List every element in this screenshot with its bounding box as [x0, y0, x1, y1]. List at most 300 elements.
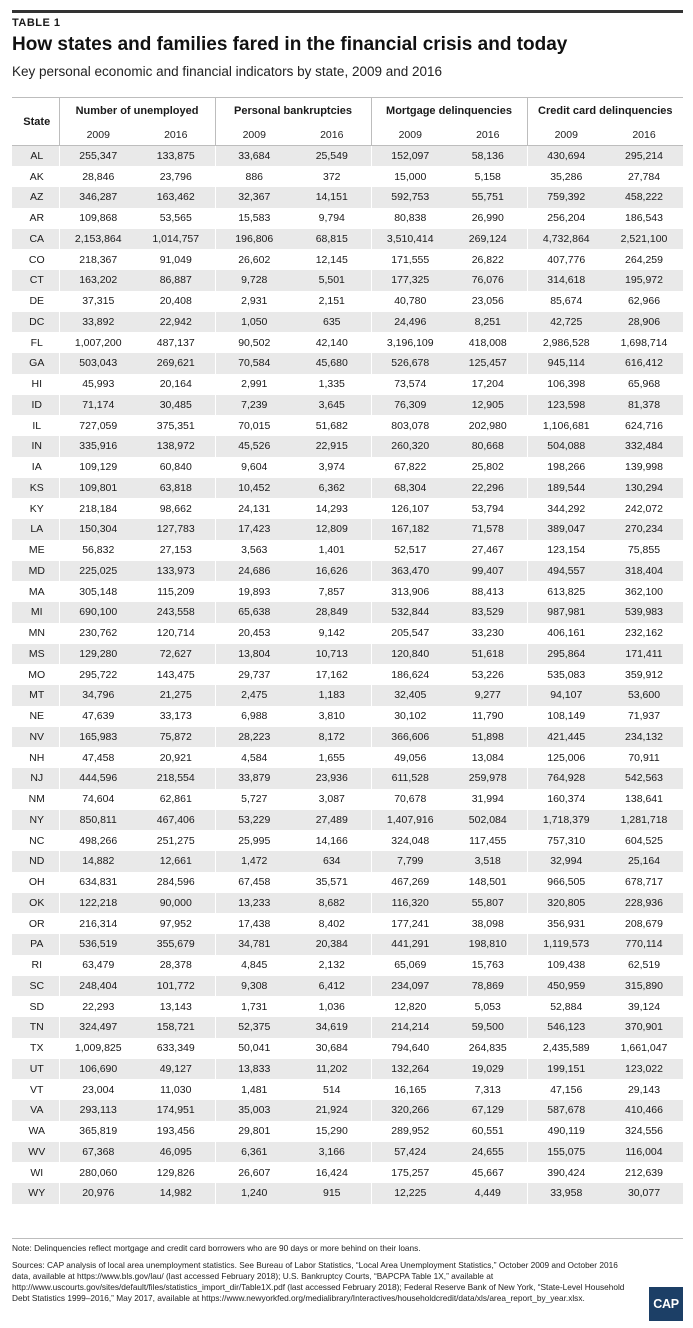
value-cell: 32,367: [215, 187, 293, 208]
table-row: [12, 1059, 683, 1080]
value-cell: 389,047: [527, 519, 605, 540]
value-cell: 199,151: [527, 1059, 605, 1080]
value-cell: 635: [322, 315, 341, 328]
value-cell: 73,574: [371, 374, 449, 395]
table-row: [12, 747, 683, 768]
value-cell: 20,921: [159, 751, 192, 764]
value-cell: 259,978: [468, 772, 507, 785]
value-cell: 375,351: [156, 419, 195, 432]
value-cell: 15,290: [315, 1125, 348, 1138]
value-cell: 19,029: [471, 1062, 504, 1075]
value-cell: 8,402: [318, 917, 345, 930]
value-cell: 45,993: [59, 374, 137, 395]
value-cell: 1,050: [215, 312, 293, 333]
value-cell: 770,114: [625, 938, 663, 951]
value-cell: 467,406: [156, 813, 195, 826]
value-cell: 1,481: [215, 1079, 293, 1100]
value-cell: 27,153: [159, 544, 192, 557]
value-cell: 633,349: [156, 1042, 195, 1055]
value-cell: 10,713: [315, 647, 348, 660]
value-cell: 616,412: [625, 357, 663, 370]
value-cell: 1,401: [318, 544, 345, 557]
value-cell: 8,682: [318, 896, 345, 909]
value-cell: 94,107: [527, 685, 605, 706]
value-cell: 546,123: [527, 1017, 605, 1038]
value-cell: 2,931: [215, 291, 293, 312]
value-cell: 22,942: [159, 315, 192, 328]
footnote: Note: Delinquencies reflect mortgage and credit card borrowers who are 90 days or more behind on their loans.: [12, 1243, 421, 1253]
table-row: [12, 976, 683, 997]
value-cell: 490,119: [527, 1121, 605, 1142]
value-cell: 5,053: [474, 1000, 501, 1013]
value-cell: 6,361: [215, 1142, 293, 1163]
value-cell: 155,075: [527, 1142, 605, 1163]
value-cell: 12,905: [471, 398, 504, 411]
value-cell: 109,801: [59, 478, 137, 499]
table-row: [12, 810, 683, 831]
value-cell: 205,547: [371, 623, 449, 644]
value-cell: 35,003: [215, 1100, 293, 1121]
value-cell: 1,106,681: [527, 415, 605, 436]
value-cell: 372: [322, 170, 341, 183]
state-cell: PA: [30, 938, 44, 951]
value-cell: 59,500: [471, 1021, 504, 1034]
value-cell: 604,525: [625, 834, 663, 847]
value-cell: 9,604: [215, 457, 293, 478]
state-cell: SC: [29, 979, 45, 992]
value-cell: 4,449: [474, 1187, 501, 1200]
value-cell: 46,095: [159, 1145, 192, 1158]
value-cell: 116,320: [371, 893, 449, 914]
value-cell: 65,069: [371, 955, 449, 976]
value-cell: 106,690: [59, 1059, 137, 1080]
value-cell: 177,241: [371, 913, 449, 934]
value-cell: 945,114: [527, 353, 605, 374]
value-cell: 1,007,200: [59, 332, 137, 353]
value-cell: 324,556: [625, 1125, 663, 1138]
value-cell: 234,097: [371, 976, 449, 997]
table-row: [12, 312, 683, 333]
value-cell: 67,458: [215, 872, 293, 893]
value-cell: 23,056: [471, 295, 504, 308]
value-cell: 47,639: [59, 706, 137, 727]
state-cell: ME: [28, 544, 45, 557]
value-cell: 8,172: [318, 730, 345, 743]
value-cell: 1,335: [318, 378, 345, 391]
value-cell: 1,281,718: [620, 813, 668, 826]
value-cell: 11,790: [472, 710, 504, 723]
value-cell: 98,662: [159, 502, 192, 515]
value-cell: 120,840: [371, 644, 449, 665]
value-cell: 29,801: [215, 1121, 293, 1142]
state-cell: NE: [29, 710, 45, 723]
value-cell: 15,583: [215, 208, 293, 229]
table-row: [12, 395, 683, 416]
value-cell: 53,794: [471, 502, 504, 515]
value-cell: 31,994: [471, 793, 504, 806]
value-cell: 305,148: [59, 581, 137, 602]
year-header: 2016: [476, 128, 500, 141]
value-cell: 63,818: [159, 481, 192, 494]
value-cell: 17,423: [215, 519, 293, 540]
value-cell: 487,137: [156, 336, 195, 349]
value-cell: 62,519: [627, 959, 661, 972]
value-cell: 106,398: [527, 374, 605, 395]
table-row: [12, 332, 683, 353]
value-cell: 4,732,864: [527, 229, 605, 250]
value-cell: 6,362: [318, 481, 345, 494]
value-cell: 214,214: [371, 1017, 449, 1038]
value-cell: 295,864: [527, 644, 605, 665]
value-cell: 225,025: [59, 561, 137, 582]
value-cell: 88,413: [471, 585, 504, 598]
value-cell: 295,214: [625, 150, 663, 163]
value-cell: 71,937: [627, 710, 661, 723]
table-row: [12, 1121, 683, 1142]
value-cell: 12,809: [315, 523, 348, 536]
table-row: [12, 561, 683, 582]
data-table: [12, 97, 683, 1204]
value-cell: 690,100: [59, 602, 137, 623]
value-cell: 81,378: [627, 398, 661, 411]
cap-logo: CAP: [649, 1287, 683, 1321]
value-cell: 10,452: [215, 478, 293, 499]
table-row: [12, 1142, 683, 1163]
value-cell: 27,489: [315, 813, 348, 826]
value-cell: 1,183: [318, 689, 345, 702]
state-cell: FL: [30, 336, 43, 349]
table-row: [12, 457, 683, 478]
value-cell: 85,674: [527, 291, 605, 312]
value-cell: 75,872: [159, 730, 192, 743]
value-cell: 80,668: [471, 440, 504, 453]
value-cell: 335,916: [59, 436, 137, 457]
value-cell: 38,098: [471, 917, 504, 930]
value-cell: 12,225: [371, 1183, 449, 1204]
value-cell: 26,602: [215, 249, 293, 270]
table-row: [12, 581, 683, 602]
table-row: [12, 1038, 683, 1059]
value-cell: 966,505: [527, 872, 605, 893]
value-cell: 132,264: [371, 1059, 449, 1080]
value-cell: 109,129: [59, 457, 137, 478]
value-cell: 21,275: [159, 689, 192, 702]
value-cell: 406,161: [527, 623, 605, 644]
state-cell: CT: [29, 274, 44, 287]
value-cell: 526,678: [371, 353, 449, 374]
value-cell: 1,472: [215, 851, 293, 872]
value-cell: 109,868: [59, 208, 137, 229]
table-row: [12, 415, 683, 436]
value-cell: 20,976: [59, 1183, 137, 1204]
value-cell: 794,640: [371, 1038, 449, 1059]
value-cell: 850,811: [59, 810, 137, 831]
value-cell: 418,008: [468, 336, 507, 349]
value-cell: 13,804: [215, 644, 293, 665]
value-cell: 1,661,047: [620, 1042, 668, 1055]
value-cell: 12,661: [159, 855, 192, 868]
state-cell: MD: [28, 564, 45, 577]
value-cell: 9,728: [215, 270, 293, 291]
value-cell: 886: [215, 166, 293, 187]
value-cell: 171,555: [371, 249, 449, 270]
value-cell: 232,162: [625, 627, 663, 640]
state-cell: NH: [29, 751, 45, 764]
value-cell: 255,347: [59, 146, 137, 167]
value-cell: 120,714: [156, 627, 195, 640]
state-cell: DE: [29, 295, 45, 308]
value-cell: 314,618: [527, 270, 605, 291]
value-cell: 3,196,109: [371, 332, 449, 353]
state-cell: NM: [28, 793, 45, 806]
value-cell: 63,479: [59, 955, 137, 976]
value-cell: 20,164: [159, 378, 192, 391]
value-cell: 196,806: [215, 229, 293, 250]
value-cell: 126,107: [371, 498, 449, 519]
value-cell: 502,084: [468, 813, 507, 826]
value-cell: 67,368: [59, 1142, 137, 1163]
value-cell: 101,772: [156, 979, 195, 992]
value-cell: 9,308: [215, 976, 293, 997]
value-cell: 125,006: [527, 747, 605, 768]
year-header: 2009: [215, 124, 293, 146]
table-row: [12, 1100, 683, 1121]
value-cell: 49,056: [371, 747, 449, 768]
state-cell: IL: [32, 419, 42, 432]
value-cell: 14,166: [315, 834, 348, 847]
value-cell: 127,783: [156, 523, 195, 536]
state-cell: VT: [30, 1083, 44, 1096]
value-cell: 4,845: [215, 955, 293, 976]
value-cell: 129,280: [59, 644, 137, 665]
value-cell: 12,820: [371, 996, 449, 1017]
table-row: [12, 623, 683, 644]
value-cell: 56,832: [59, 540, 137, 561]
state-cell: CA: [29, 232, 45, 245]
value-cell: 430,694: [527, 146, 605, 167]
state-cell: IA: [31, 461, 42, 474]
table-row: [12, 478, 683, 499]
value-cell: 264,259: [625, 253, 663, 266]
value-cell: 634,831: [59, 872, 137, 893]
value-cell: 218,554: [156, 772, 195, 785]
state-cell: AK: [29, 170, 44, 183]
value-cell: 30,684: [315, 1042, 348, 1055]
table-row: [12, 1079, 683, 1100]
value-cell: 14,151: [315, 191, 348, 204]
table-body: [12, 146, 683, 1204]
value-cell: 90,502: [215, 332, 293, 353]
table-row: [12, 664, 683, 685]
value-cell: 99,407: [471, 564, 504, 577]
value-cell: 60,551: [471, 1125, 504, 1138]
value-cell: 1,731: [215, 996, 293, 1017]
table-row: [12, 146, 683, 167]
value-cell: 70,911: [628, 751, 660, 764]
value-cell: 12,145: [315, 253, 348, 266]
value-cell: 2,521,100: [620, 232, 668, 245]
value-cell: 28,906: [627, 315, 661, 328]
value-cell: 76,309: [371, 395, 449, 416]
table-row: [12, 685, 683, 706]
value-cell: 20,384: [315, 938, 348, 951]
value-cell: 34,796: [59, 685, 137, 706]
value-cell: 33,230: [471, 627, 504, 640]
table-row: [12, 727, 683, 748]
value-cell: 198,810: [468, 938, 507, 951]
value-cell: 4,584: [215, 747, 293, 768]
value-cell: 315,890: [625, 979, 663, 992]
group-header-credit-card: Credit card delinquencies: [527, 98, 683, 125]
value-cell: 269,124: [468, 232, 507, 245]
group-header-mortgage: Mortgage delinquencies: [371, 98, 527, 125]
value-cell: 2,153,864: [59, 229, 137, 250]
value-cell: 167,182: [371, 519, 449, 540]
value-cell: 35,286: [527, 166, 605, 187]
value-cell: 3,563: [215, 540, 293, 561]
state-cell: ID: [31, 398, 42, 411]
value-cell: 228,936: [625, 896, 663, 909]
table-row: [12, 768, 683, 789]
value-cell: 42,725: [527, 312, 605, 333]
value-cell: 230,762: [59, 623, 137, 644]
value-cell: 30,102: [371, 706, 449, 727]
value-cell: 57,424: [371, 1142, 449, 1163]
value-cell: 15,763: [471, 959, 504, 972]
value-cell: 78,869: [471, 979, 504, 992]
state-cell: OK: [29, 896, 45, 909]
value-cell: 53,229: [215, 810, 293, 831]
value-cell: 11,030: [160, 1083, 192, 1096]
value-cell: 177,325: [371, 270, 449, 291]
value-cell: 324,497: [59, 1017, 137, 1038]
value-cell: 332,484: [625, 440, 663, 453]
value-cell: 123,022: [625, 1062, 663, 1075]
year-header: 2009: [59, 124, 137, 146]
value-cell: 34,781: [215, 934, 293, 955]
page-subtitle: Key personal economic and financial indicators by state, 2009 and 2016: [12, 64, 443, 79]
value-cell: 624,716: [625, 419, 663, 432]
table-row: [12, 913, 683, 934]
value-cell: 366,606: [371, 727, 449, 748]
value-cell: 39,124: [627, 1000, 661, 1013]
value-cell: 62,966: [627, 295, 661, 308]
table-row: [12, 353, 683, 374]
value-cell: 74,604: [59, 789, 137, 810]
value-cell: 195,972: [625, 274, 663, 287]
value-cell: 123,598: [527, 395, 605, 416]
value-cell: 123,154: [527, 540, 605, 561]
value-cell: 441,291: [371, 934, 449, 955]
value-cell: 50,041: [215, 1038, 293, 1059]
value-cell: 35,571: [315, 876, 348, 889]
value-cell: 130,294: [625, 481, 663, 494]
value-cell: 186,543: [625, 212, 663, 225]
table-row: [12, 1162, 683, 1183]
page-title: How states and families fared in the financial crisis and today: [12, 34, 568, 55]
value-cell: 139,998: [625, 461, 663, 474]
table-row: [12, 955, 683, 976]
value-cell: 30,485: [159, 398, 192, 411]
table-row: [12, 893, 683, 914]
value-cell: 22,293: [59, 996, 137, 1017]
table-row: [12, 1183, 683, 1204]
state-cell: ND: [29, 855, 45, 868]
value-cell: 248,404: [59, 976, 137, 997]
state-cell: LA: [30, 523, 44, 536]
value-cell: 611,528: [371, 768, 449, 789]
value-cell: 65,968: [627, 378, 661, 391]
value-cell: 71,174: [59, 395, 137, 416]
table-row: [12, 436, 683, 457]
value-cell: 26,990: [471, 212, 504, 225]
value-cell: 467,269: [371, 872, 449, 893]
value-cell: 243,558: [156, 606, 195, 619]
value-cell: 97,952: [159, 917, 192, 930]
value-cell: 32,994: [527, 851, 605, 872]
value-cell: 284,596: [156, 876, 195, 889]
value-cell: 52,884: [527, 996, 605, 1017]
value-cell: 115,209: [157, 585, 195, 598]
value-cell: 390,424: [527, 1162, 605, 1183]
value-cell: 45,667: [471, 1166, 504, 1179]
value-cell: 22,915: [315, 440, 348, 453]
value-cell: 108,149: [527, 706, 605, 727]
value-cell: 7,799: [371, 851, 449, 872]
value-cell: 2,151: [318, 295, 345, 308]
value-cell: 171,411: [625, 647, 663, 660]
value-cell: 539,983: [625, 606, 663, 619]
value-cell: 13,233: [215, 893, 293, 914]
value-cell: 37,315: [59, 291, 137, 312]
value-cell: 6,412: [318, 979, 345, 992]
value-cell: 2,132: [318, 959, 345, 972]
value-cell: 138,641: [625, 793, 663, 806]
value-cell: 30,077: [627, 1187, 661, 1200]
value-cell: 25,802: [471, 461, 504, 474]
value-cell: 53,600: [627, 689, 661, 702]
value-cell: 1,036: [318, 1000, 345, 1013]
year-header: 2009: [371, 124, 449, 146]
value-cell: 16,626: [315, 564, 348, 577]
value-cell: 24,655: [471, 1145, 504, 1158]
value-cell: 165,983: [59, 727, 137, 748]
state-cell: HI: [31, 378, 42, 391]
value-cell: 51,682: [315, 419, 348, 432]
state-cell: OH: [28, 876, 45, 889]
value-cell: 5,158: [474, 170, 501, 183]
value-cell: 535,083: [527, 664, 605, 685]
value-cell: 208,679: [625, 917, 663, 930]
value-cell: 150,304: [59, 519, 137, 540]
value-cell: 3,645: [318, 398, 345, 411]
state-cell: NV: [29, 730, 45, 743]
value-cell: 47,458: [59, 747, 137, 768]
value-cell: 15,000: [371, 166, 449, 187]
value-cell: 62,861: [159, 793, 192, 806]
state-cell: NY: [29, 813, 45, 826]
value-cell: 13,833: [215, 1059, 293, 1080]
value-cell: 218,184: [59, 498, 137, 519]
value-cell: 3,518: [474, 855, 501, 868]
value-cell: 678,717: [625, 876, 663, 889]
value-cell: 24,686: [215, 561, 293, 582]
value-cell: 269,621: [156, 357, 195, 370]
value-cell: 29,737: [215, 664, 293, 685]
value-cell: 251,275: [156, 834, 195, 847]
value-cell: 24,496: [371, 312, 449, 333]
value-cell: 175,257: [371, 1162, 449, 1183]
